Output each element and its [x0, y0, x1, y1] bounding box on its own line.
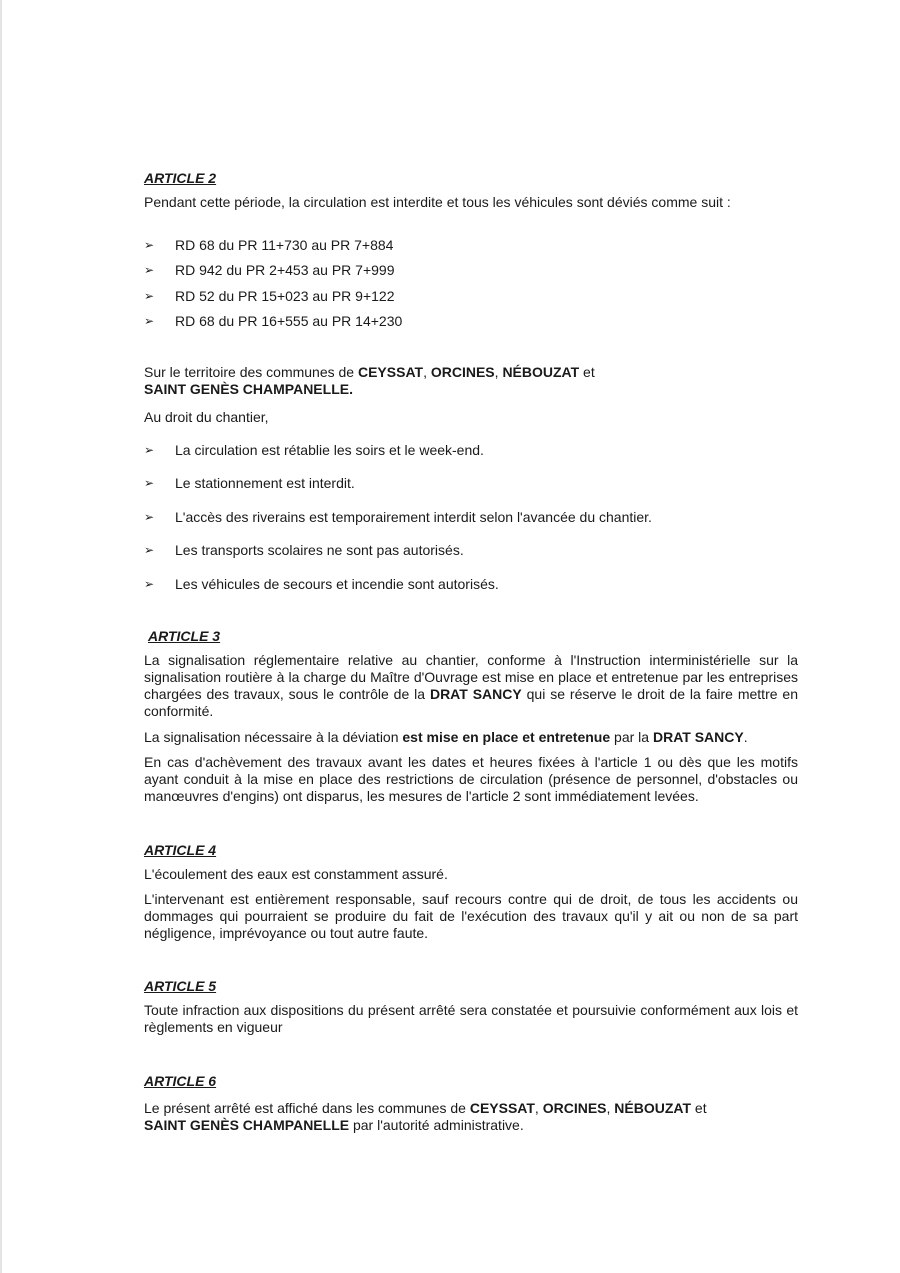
article-4-paragraph-2: L'intervenant est entièrement responsable, sauf recours contre qui de droit, de tous les accidents ou dommages qui pourraient se produire du fait de l'exécution des travaux qu'il y ait ou non de sa part négligence, imprévoyance ou tout autre faute. [144, 891, 798, 941]
article-6-heading: ARTICLE 6 [144, 1073, 217, 1089]
arrow-bullet-icon: ➢ [144, 238, 155, 252]
territory-paragraph: Sur le territoire des communes de CEYSSAT, ORCINES, NÉBOUZAT et SAINT GENÈS CHAMPANELLE. [144, 364, 595, 397]
article-4-paragraph-1: L'écoulement des eaux est constamment assuré. [144, 866, 448, 882]
article-3-heading: ARTICLE 3 [148, 628, 221, 644]
article-6-paragraph: Le présent arrêté est affiché dans les communes de CEYSSAT, ORCINES, NÉBOUZAT et SAINT GENÈS CHAMPANELLE par l'autorité administrative. [144, 1100, 707, 1133]
article-5-paragraph: Toute infraction aux dispositions du présent arrêté sera constatée et poursuivie conformément aux lois et règlements en vigueur [144, 1002, 798, 1035]
article-2-intro: Pendant cette période, la circulation est interdite et tous les véhicules sont déviés comme suit : [144, 194, 731, 210]
article-3-paragraph-3: En cas d'achèvement des travaux avant les dates et heures fixées à l'article 1 ou dès que les motifs ayant conduit à la mise en place des restrictions de circulation (présence de personnel, d'obstacles ou manœuvres d'engins) ont disparus, les mesures de l'article 2 sont immédiatement levées. [144, 754, 798, 804]
article-5-heading: ARTICLE 5 [144, 978, 217, 994]
arrow-bullet-icon: ➢ [144, 510, 155, 524]
au-droit-text: Au droit du chantier, [144, 409, 269, 425]
arrow-bullet-icon: ➢ [144, 289, 155, 303]
article-3-paragraph-2: La signalisation nécessaire à la déviation est mise en place et entretenue par la DRAT SANCY. [144, 729, 748, 745]
article-3-paragraph-1: La signalisation réglementaire relative au chantier, conforme à l'Instruction interministérielle sur la signalisation routière à la charge du Maître d'Ouvrage est mise en place et entretenue par les entreprises chargées des travaux, sous le contrôle de la DRAT SANCY qui se réserve le droit de la faire mettre en conformité. [144, 652, 798, 719]
arrow-bullet-icon: ➢ [144, 263, 155, 277]
arrow-bullet-icon: ➢ [144, 443, 155, 457]
article-2-heading: ARTICLE 2 [144, 170, 217, 186]
arrow-bullet-icon: ➢ [144, 543, 155, 557]
arrow-bullet-icon: ➢ [144, 476, 155, 490]
arrow-bullet-icon: ➢ [144, 577, 155, 591]
arrow-bullet-icon: ➢ [144, 314, 155, 328]
article-4-heading: ARTICLE 4 [144, 842, 217, 858]
scan-edge [0, 0, 2, 1273]
